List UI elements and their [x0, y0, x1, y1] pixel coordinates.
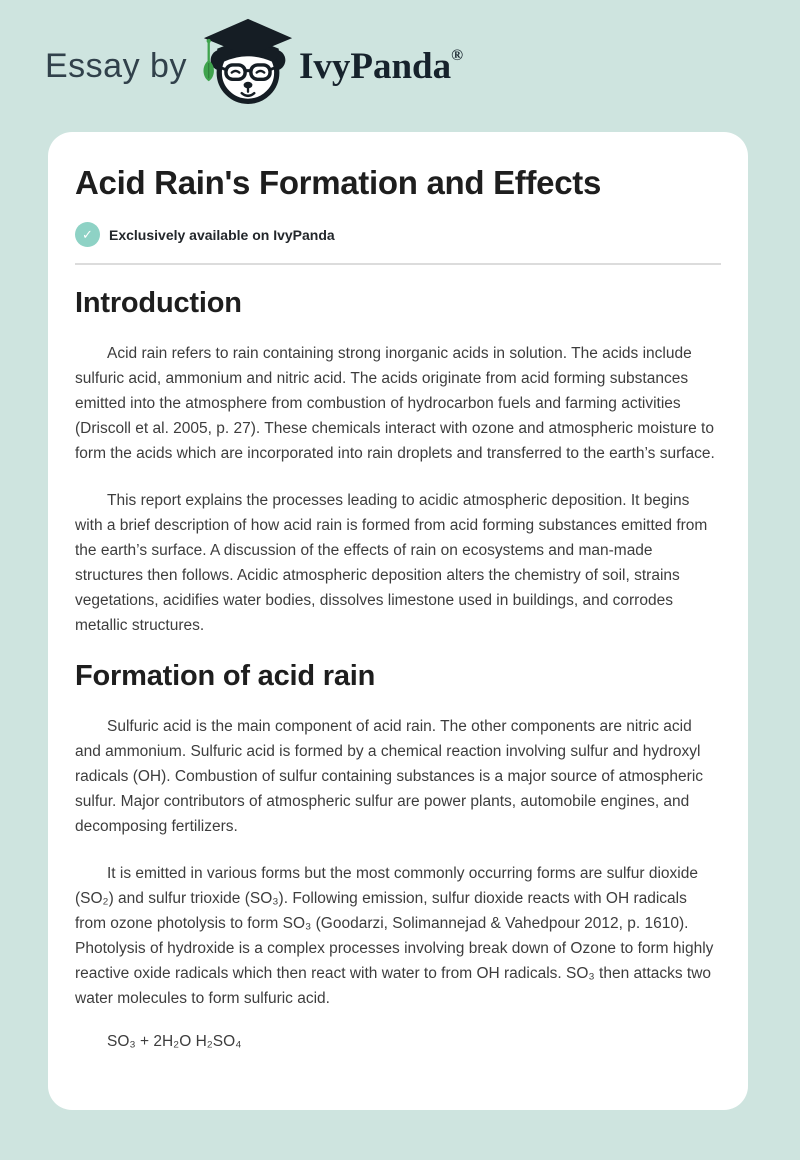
section-introduction [75, 287, 721, 638]
page-title: Acid Rain's Formation and Effects [75, 164, 602, 201]
section-formation [75, 660, 721, 1054]
essay-by-label: Essay by [45, 46, 187, 85]
registered-mark: ® [451, 46, 464, 64]
paragraph: Sulfuric acid is the main component of acid rain. The other components are nitric acid and ammonium. Sulfuric acid is formed by a chemical reaction involving sulfur and hydroxyl radicals (OH). Combustion of sulfur containing substances is a major source of atmospheric sulfur. Major contributors of atmospheric sulfur are power plants, automobile engines, and decomposing fertilizers. [75, 718, 704, 835]
site-header [0, 0, 800, 132]
paragraph: Acid rain refers to rain containing strong inorganic acids in solution. The acids include sulfuric acid, ammonium and nitric acid. The acids originate from acid forming substances emitted into the atmosphere from combustion of hydrocarbon fuels and farming activities (Driscoll et al. 2005, p. 27). These chemicals interact with ozone and atmospheric moisture to form the acids which are incorporated into rain droplets and transferred to the earth’s surface. [75, 345, 715, 462]
exclusive-badge [75, 222, 721, 247]
paragraph: This report explains the processes leading to acidic atmospheric deposition. It begins with a brief description of how acid rain is formed from acid forming substances emitted from the earth’s surface. A discussion of the effects of rain on ecosystems and man-made structures then follows. Acidic atmospheric deposition alters the chemistry of soil, strains vegetations, acidifies water bodies, dissolves limestone used in buildings, and corrodes metallic structures. [75, 492, 708, 634]
section-heading: Introduction [75, 287, 242, 319]
chemical-formula: SO₃ + 2H₂O H₂SO₄ [107, 1033, 242, 1050]
brand-text: IvyPanda [298, 45, 452, 87]
section-heading: Formation of acid rain [75, 660, 376, 692]
badge-label: Exclusively available on IvyPanda [109, 226, 335, 243]
panda-graduate-logo-icon [201, 17, 295, 109]
ivypanda-logo[interactable] [201, 23, 463, 109]
divider [75, 263, 721, 265]
paragraph: It is emitted in various forms but the most commonly occurring forms are sulfur dioxide (SO₂) and sulfur trioxide (SO₃). Following emission, sulfur dioxide reacts with OH radicals from ozone photolysis to form SO₃ (Goodarzi, Solimannejad & Vahedpour 2012, p. 1610). Photolysis of hydroxide is a complex processes involving break down of Ozone to form highly reactive oxide radicals which then react with water to from OH radicals. SO₃ then attacks two water molecules to form sulfuric acid. [75, 865, 714, 1007]
essay-card [48, 132, 748, 1110]
check-icon: ✓ [75, 222, 100, 247]
brand-name [299, 45, 463, 88]
